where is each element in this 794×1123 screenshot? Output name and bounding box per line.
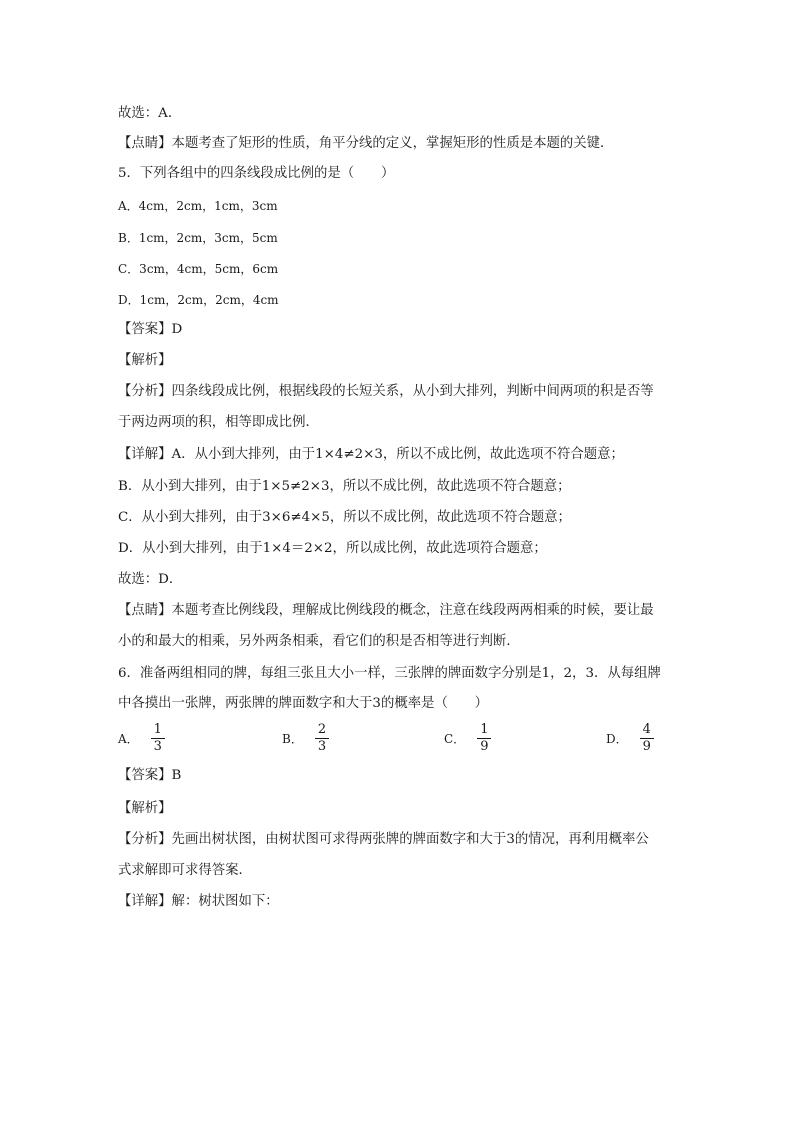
analysis-label: 【解析】 — [118, 801, 172, 816]
option-c: C．3cm，4cm，5cm，6cm — [118, 262, 279, 276]
option-c — [444, 722, 491, 755]
option-d: D．1cm，2cm，2cm，4cm — [118, 293, 279, 307]
option-letter: C． — [444, 731, 466, 746]
detail-b: B．从小到大排列，由于1×5≠2×3，所以不成比例，故此选项不符合题意； — [118, 479, 571, 494]
numerator: 4 — [640, 722, 654, 739]
fraction — [151, 722, 165, 755]
numerator: 1 — [151, 722, 165, 739]
detail-c: C．从小到大排列，由于3×6≠4×5，所以不成比例，故此选项不符合题意； — [118, 510, 571, 525]
text-line: 【点睛】本题考查了矩形的性质，角平分线的定义，掌握矩形的性质是本题的关键． — [118, 136, 614, 151]
answer-label: 【答案】B — [118, 768, 182, 783]
detail-label: 【详解】解：树状图如下： — [118, 894, 279, 909]
denominator: 3 — [317, 739, 327, 754]
detail-d: D．从小到大排列，由于1×4＝2×2，所以成比例，故此选项符合题意； — [118, 541, 547, 556]
text-line: 故选：A． — [118, 106, 182, 121]
question-6-stem: 6．准备两组相同的牌，每组三张且大小一样，三张牌的牌面数字分别是1，2，3．从每组牌 — [118, 666, 661, 681]
question-5-stem: 5．下列各组中的四条线段成比例的是（ ） — [118, 166, 395, 181]
denominator: 3 — [153, 739, 162, 754]
option-letter: A． — [118, 731, 139, 746]
question-6-stem: 中各摸出一张牌，两张牌的牌面数字和大于3的概率是（ ） — [118, 696, 489, 711]
text-line: 故选：D． — [118, 572, 183, 587]
detail-a: 【详解】A．从小到大排列，由于1×4≠2×3，所以不成比例，故此选项不符合题意； — [118, 447, 624, 462]
text-line: 【点睛】本题考查比例线段，理解成比例线段的概念，注意在线段两两相乘的时候，要让最 — [118, 603, 654, 618]
option-b: B．1cm，2cm，3cm，5cm — [118, 231, 278, 245]
analysis-label: 【解析】 — [118, 353, 172, 368]
fraction — [640, 722, 654, 755]
option-letter: D． — [606, 731, 628, 746]
answer-label: 【答案】D — [118, 322, 183, 337]
numerator: 2 — [315, 722, 329, 739]
fraction — [315, 722, 329, 755]
option-b — [282, 722, 329, 755]
question-6-options — [118, 722, 718, 762]
text-line: 式求解即可求得答案． — [118, 863, 252, 878]
text-line: 于两边两项的积，相等即成比例． — [118, 415, 319, 430]
text-line: 【分析】四条线段成比例，根据线段的长短关系，从小到大排列，判断中间两项的积是否等 — [118, 384, 654, 399]
option-letter: B． — [282, 731, 303, 746]
text-line: 【分析】先画出树状图，由树状图可求得两张牌的牌面数字和大于3的情况，再利用概率公 — [118, 832, 649, 847]
fraction — [477, 722, 491, 755]
option-a — [118, 722, 165, 755]
option-a: A．4cm，2cm，1cm，3cm — [118, 199, 278, 213]
option-d — [606, 722, 654, 755]
text-line: 小的和最大的相乘，另外两条相乘，看它们的积是否相等进行判断． — [118, 634, 520, 649]
denominator: 9 — [480, 739, 489, 754]
numerator: 1 — [477, 722, 491, 739]
denominator: 9 — [642, 739, 651, 754]
